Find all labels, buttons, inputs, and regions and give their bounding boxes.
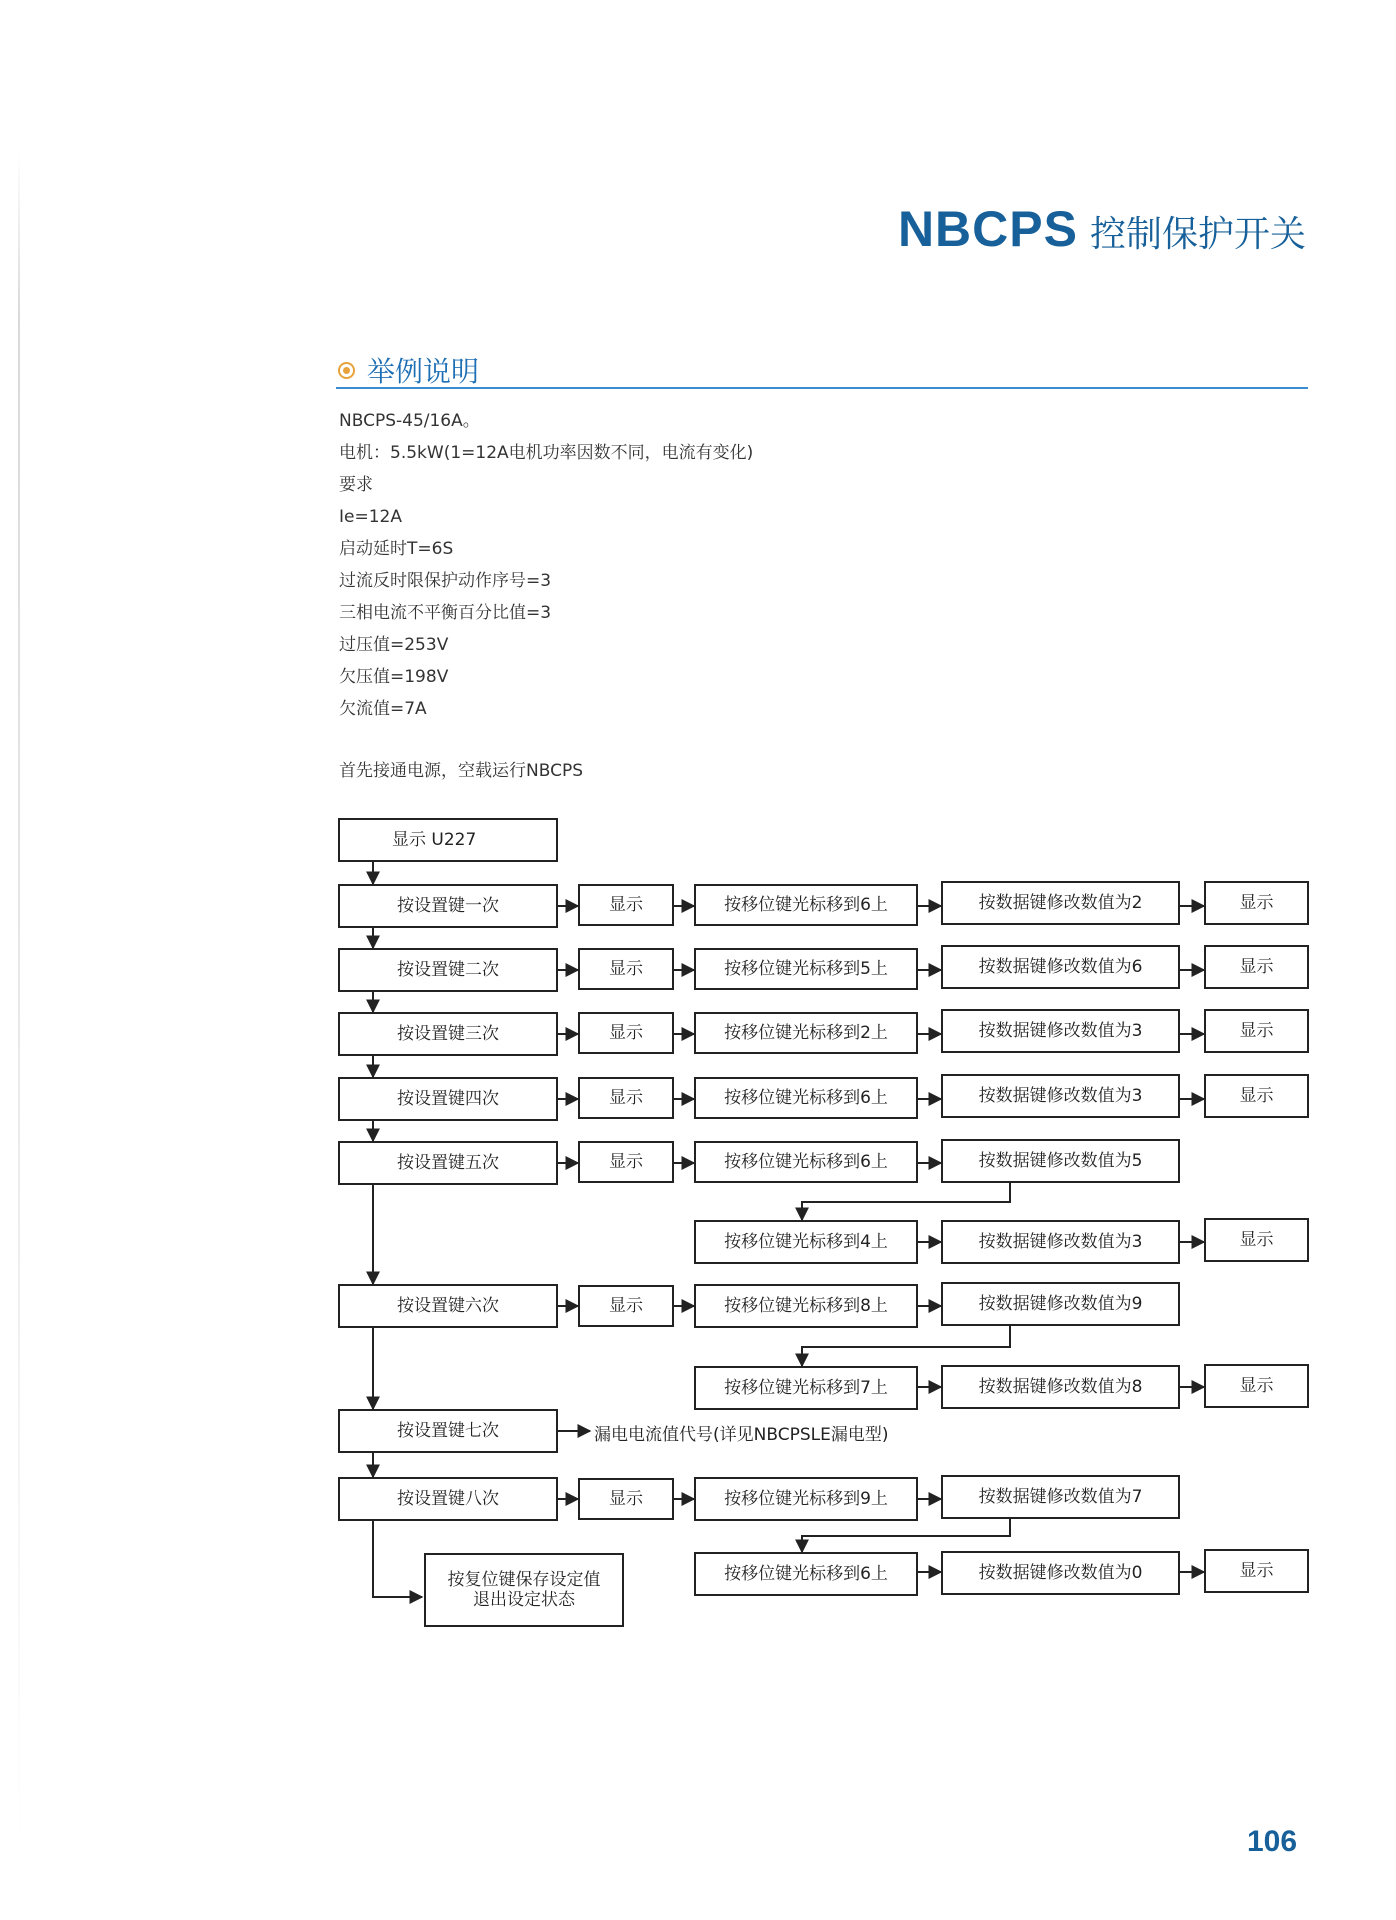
move-cursor-box: 按移位键光标移到2上 [694, 1012, 918, 1054]
result-display-box: 显示 [1204, 1549, 1309, 1593]
branch-connector [802, 1183, 1010, 1220]
move-cursor-box: 按移位键光标移到6上 [694, 1141, 918, 1183]
step-box: 按设置键二次 [338, 948, 558, 992]
section-title: 举例说明 [367, 355, 480, 388]
move-cursor-box: 按移位键光标移到4上 [694, 1220, 918, 1264]
exit-connector [373, 1521, 422, 1597]
data-key-box: 按数据键修改数值为3 [941, 1220, 1180, 1264]
data-key-box: 按数据键修改数值为2 [941, 881, 1180, 925]
exit-line: 按复位键保存设定值 [447, 1570, 601, 1590]
display-box: 显示 [578, 884, 674, 926]
step-box: 按设置键四次 [338, 1077, 558, 1121]
step-box: 按设置键七次 [338, 1409, 558, 1453]
step-box: 按设置键三次 [338, 1012, 558, 1056]
data-key-box: 按数据键修改数值为3 [941, 1074, 1180, 1118]
step-box: 按设置键五次 [338, 1141, 558, 1185]
result-display-box: 显示 [1204, 945, 1309, 989]
result-display-box: 显示 [1204, 1009, 1309, 1053]
spec-line: 欠流值=7A [339, 699, 427, 719]
result-display-box: 显示 [1204, 1218, 1309, 1262]
step-box: 按设置键八次 [338, 1477, 558, 1521]
spec-line: Ie=12A [339, 507, 402, 527]
exit-box [424, 1553, 624, 1627]
data-key-box: 按数据键修改数值为7 [941, 1475, 1180, 1519]
move-cursor-box: 按移位键光标移到6上 [694, 1077, 918, 1119]
spec-line: 启动延时T=6S [339, 539, 454, 559]
display-box: 显示 [578, 1478, 674, 1520]
result-display-box: 显示 [1204, 1074, 1309, 1118]
move-cursor-box: 按移位键光标移到6上 [694, 884, 918, 926]
branch-connector [802, 1519, 1010, 1552]
move-cursor-box: 按移位键光标移到6上 [694, 1552, 918, 1596]
move-cursor-box: 按移位键光标移到5上 [694, 948, 918, 990]
data-key-box: 按数据键修改数值为6 [941, 945, 1180, 989]
spec-line: NBCPS-45/16A。 [339, 411, 480, 431]
spec-line: 过压值=253V [339, 635, 449, 655]
display-box: 显示 [578, 1077, 674, 1119]
move-cursor-box: 按移位键光标移到8上 [694, 1284, 918, 1328]
header-subtitle: 控制保护开关 [1089, 214, 1306, 255]
leakage-note: 漏电电流值代号(详见NBCPSLE漏电型) [594, 1425, 889, 1445]
step-box: 按设置键一次 [338, 884, 558, 928]
page-number: 106 [1247, 1825, 1298, 1858]
display-box: 显示 [578, 1012, 674, 1054]
spec-line: 欠压值=198V [339, 667, 449, 687]
display-box: 显示 [578, 1285, 674, 1327]
spec-line: 电机：5.5kW(1=12A电机功率因数不同，电流有变化) [339, 443, 754, 463]
data-key-box: 按数据键修改数值为3 [941, 1009, 1180, 1053]
spec-line: 要求 [339, 475, 373, 495]
display-box: 显示 [578, 1141, 674, 1183]
move-cursor-box: 按移位键光标移到7上 [694, 1366, 918, 1410]
spec-line: 过流反时限保护动作序号=3 [339, 571, 552, 591]
display-box: 显示 [578, 948, 674, 990]
branch-connector [802, 1326, 1010, 1366]
brand-title: NBCPS [897, 201, 1078, 257]
result-display-box: 显示 [1204, 1364, 1309, 1408]
spec-line: 三相电流不平衡百分比值=3 [339, 603, 552, 623]
exit-line: 退出设定状态 [473, 1590, 575, 1610]
move-cursor-box: 按移位键光标移到9上 [694, 1477, 918, 1521]
step-box: 按设置键六次 [338, 1284, 558, 1328]
data-key-box: 按数据键修改数值为8 [941, 1365, 1180, 1409]
result-display-box: 显示 [1204, 881, 1309, 925]
data-key-box: 按数据键修改数值为0 [941, 1551, 1180, 1595]
data-key-box: 按数据键修改数值为9 [941, 1282, 1180, 1326]
intro-text: 首先接通电源，空载运行NBCPS [339, 761, 583, 781]
start-box: 显示 U227 [338, 818, 558, 862]
data-key-box: 按数据键修改数值为5 [941, 1139, 1180, 1183]
